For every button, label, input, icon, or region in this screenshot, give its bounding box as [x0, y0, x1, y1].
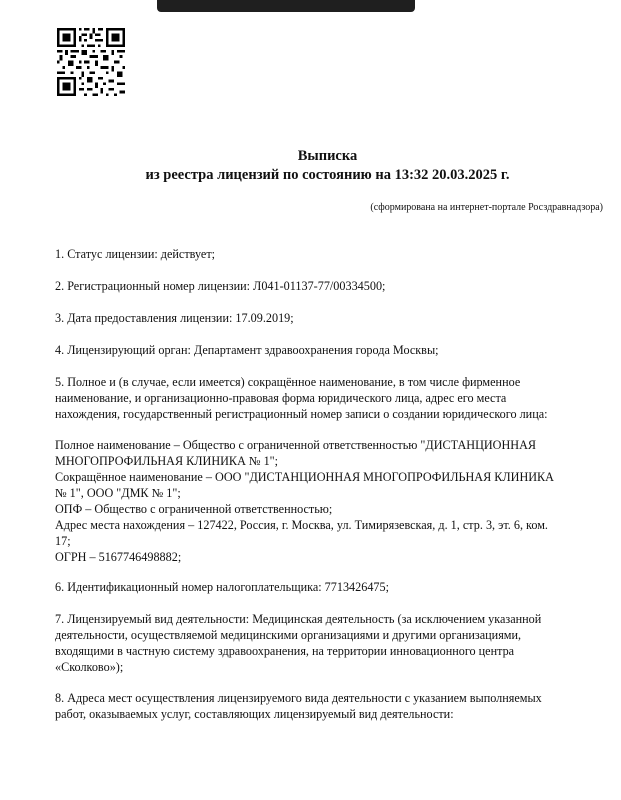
text-line: 8. Адреса мест осуществления лицензируемого вида деятельности с указанием выполняемых — [55, 691, 542, 705]
top-overlay-bar — [157, 0, 415, 12]
text-line: деятельности, осуществляемой медицинскими организациями и другими организациями, — [55, 628, 522, 642]
item-tax-id — [55, 579, 605, 595]
text-line: 6. Идентификационный номер налогоплательщика: 7713426475; — [55, 580, 390, 594]
item-registration-number — [55, 278, 605, 294]
text-line: 3. Дата предоставления лицензии: 17.09.2019; — [55, 311, 294, 325]
item-licensing-authority — [55, 342, 605, 358]
item-legal-entity-heading — [55, 374, 605, 422]
document-title: Выписка — [297, 148, 358, 164]
text-line: 1. Статус лицензии: действует; — [55, 247, 216, 261]
text-line: Сокращённое наименование – ООО "ДИСТАНЦИОННАЯ МНОГОПРОФИЛЬНАЯ КЛИНИКА — [55, 470, 554, 484]
text-line: 2. Регистрационный номер лицензии: Л041-01137-77/00334500; — [55, 279, 386, 293]
text-line: работ, оказываемых услуг, составляющих лицензируемый вид деятельности: — [55, 707, 454, 721]
text-line: Адрес места нахождения – 127422, Россия, г. Москва, ул. Тимирязевская, д. 1, стр. 3, эт. 6, ком. — [55, 518, 548, 532]
text-line: 17; — [55, 534, 71, 548]
text-line: «Сколково»); — [55, 660, 124, 674]
text-line: МНОГОПРОФИЛЬНАЯ КЛИНИКА № 1"; — [55, 454, 279, 468]
item-issue-date — [55, 310, 605, 326]
document-subtitle: из реестра лицензий по состоянию на 13:32 20.03.2025 г. — [145, 167, 510, 183]
text-line: 5. Полное и (в случае, если имеется) сокращённое наименование, в том числе фирменное — [55, 375, 521, 389]
text-line: № 1", ООО "ДМК № 1"; — [55, 486, 181, 500]
text-line: 7. Лицензируемый вид деятельности: Медицинская деятельность (за исключением указанной — [55, 612, 542, 626]
item-activity-addresses — [55, 690, 605, 722]
text-line: наименование, и организационно-правовая форма юридического лица, адрес его места — [55, 391, 507, 405]
text-line: 4. Лицензирующий орган: Департамент здравоохранения города Москвы; — [55, 343, 439, 357]
text-line: ОПФ – Общество с ограниченной ответственностью; — [55, 502, 333, 516]
text-line: входящими в частную систему здравоохранения, на территории инновационного центра — [55, 644, 515, 658]
text-line: ОГРН – 5167746498882; — [55, 550, 182, 564]
item-license-status — [55, 246, 605, 262]
text-line: Полное наименование – Общество с ограниченной ответственностью "ДИСТАНЦИОННАЯ — [55, 438, 537, 452]
source-note: (сформирована на интернет-портале Росздравнадзора) — [370, 202, 603, 213]
qr-code-icon — [57, 28, 125, 96]
text-line: нахождения, государственный регистрационный номер записи о создании юридического лица: — [55, 407, 548, 421]
item-activity-type — [55, 611, 605, 675]
legal-entity-details — [55, 437, 605, 565]
